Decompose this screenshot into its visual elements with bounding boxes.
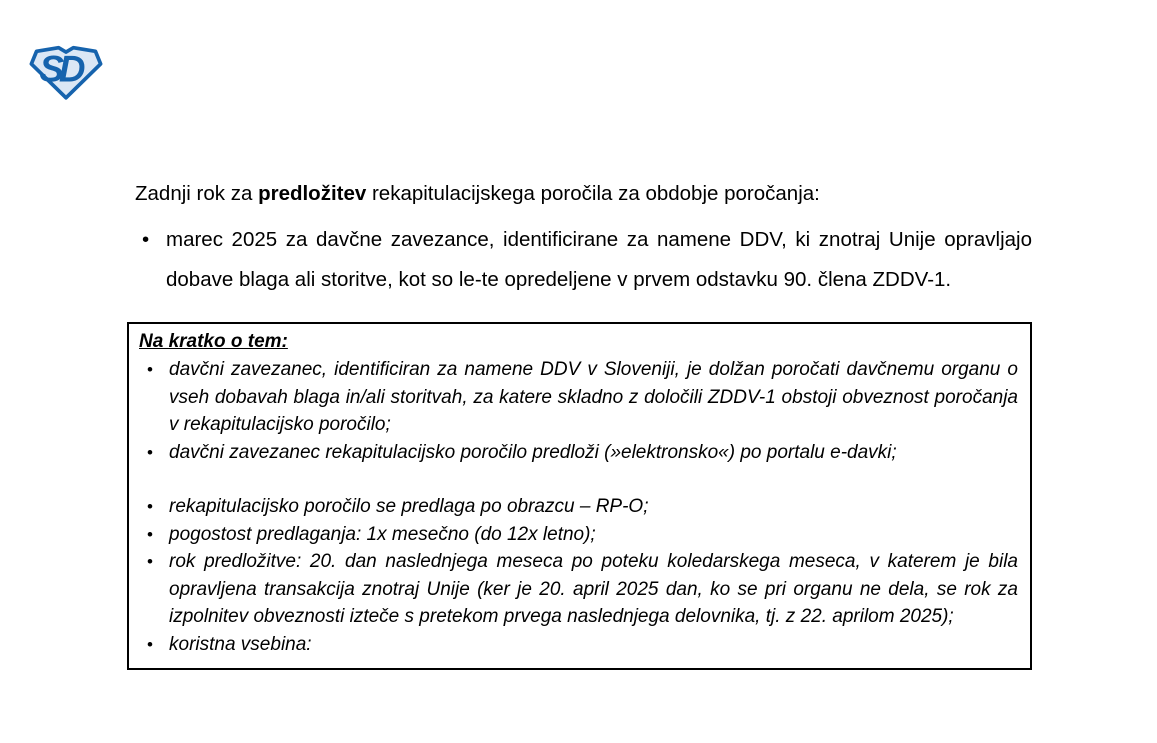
summary-bullet-item: • rok predložitve: 20. dan naslednjega meseca po poteku koledarskega meseca, v katerem je bila opravljena transakcija znotraj Unije (ker je 20. april 2025 dan, ko se pri organu ne dela, se rok za izpolnitev obveznosti izteče s pretekom prvega naslednjega delovnika, tj. z 22. aprilom 2025); bbox=[139, 548, 1018, 631]
summary-bullet-item: • rekapitulacijsko poročilo se predlaga po obrazcu – RP-O; bbox=[139, 493, 1018, 521]
intro-bullet-item: • marec 2025 za davčne zavezance, identificirane za namene DDV, ki znotraj Unije opravljajo dobave blaga ali storitve, kot so le-te opredeljene v prvem odstavku 90. člena ZDDV-1. bbox=[135, 220, 1032, 300]
svg-text:SD: SD bbox=[39, 48, 81, 90]
intro-text-prefix: Zadnji rok za bbox=[135, 182, 259, 205]
company-logo bbox=[29, 44, 103, 100]
intro-paragraph bbox=[135, 174, 1032, 214]
summary-box bbox=[127, 322, 1032, 670]
summary-bullet-item: • davčni zavezanec rekapitulacijsko poročilo predloži (»elektronsko«) po portalu e-davki; bbox=[139, 439, 1018, 467]
summary-bullet-item: • koristna vsebina: bbox=[139, 631, 1018, 659]
summary-bullet-item: • pogostost predlaganja: 1x mesečno (do 12x letno); bbox=[139, 521, 1018, 549]
summary-bullet-item: • davčni zavezanec, identificiran za namene DDV v Sloveniji, je dolžan poročati davčnemu organu o vseh dobavah blaga in/ali storitvah, za katere skladno z določili ZDDV-1 obstoji obveznost poročanja v rekapitulacijsko poročilo; bbox=[139, 356, 1018, 439]
intro-bullet-list bbox=[135, 220, 1032, 300]
document-body bbox=[135, 174, 1032, 670]
summary-box-heading bbox=[139, 328, 1018, 356]
intro-text-suffix: rekapitulacijskega poročila za obdobje poročanja: bbox=[366, 182, 820, 205]
intro-text-bold: predložitev bbox=[258, 182, 367, 205]
summary-box-heading-text: Na kratko o tem: bbox=[139, 331, 288, 352]
summary-bullet-list bbox=[139, 356, 1018, 658]
sd-diamond-logo-icon bbox=[29, 44, 103, 100]
